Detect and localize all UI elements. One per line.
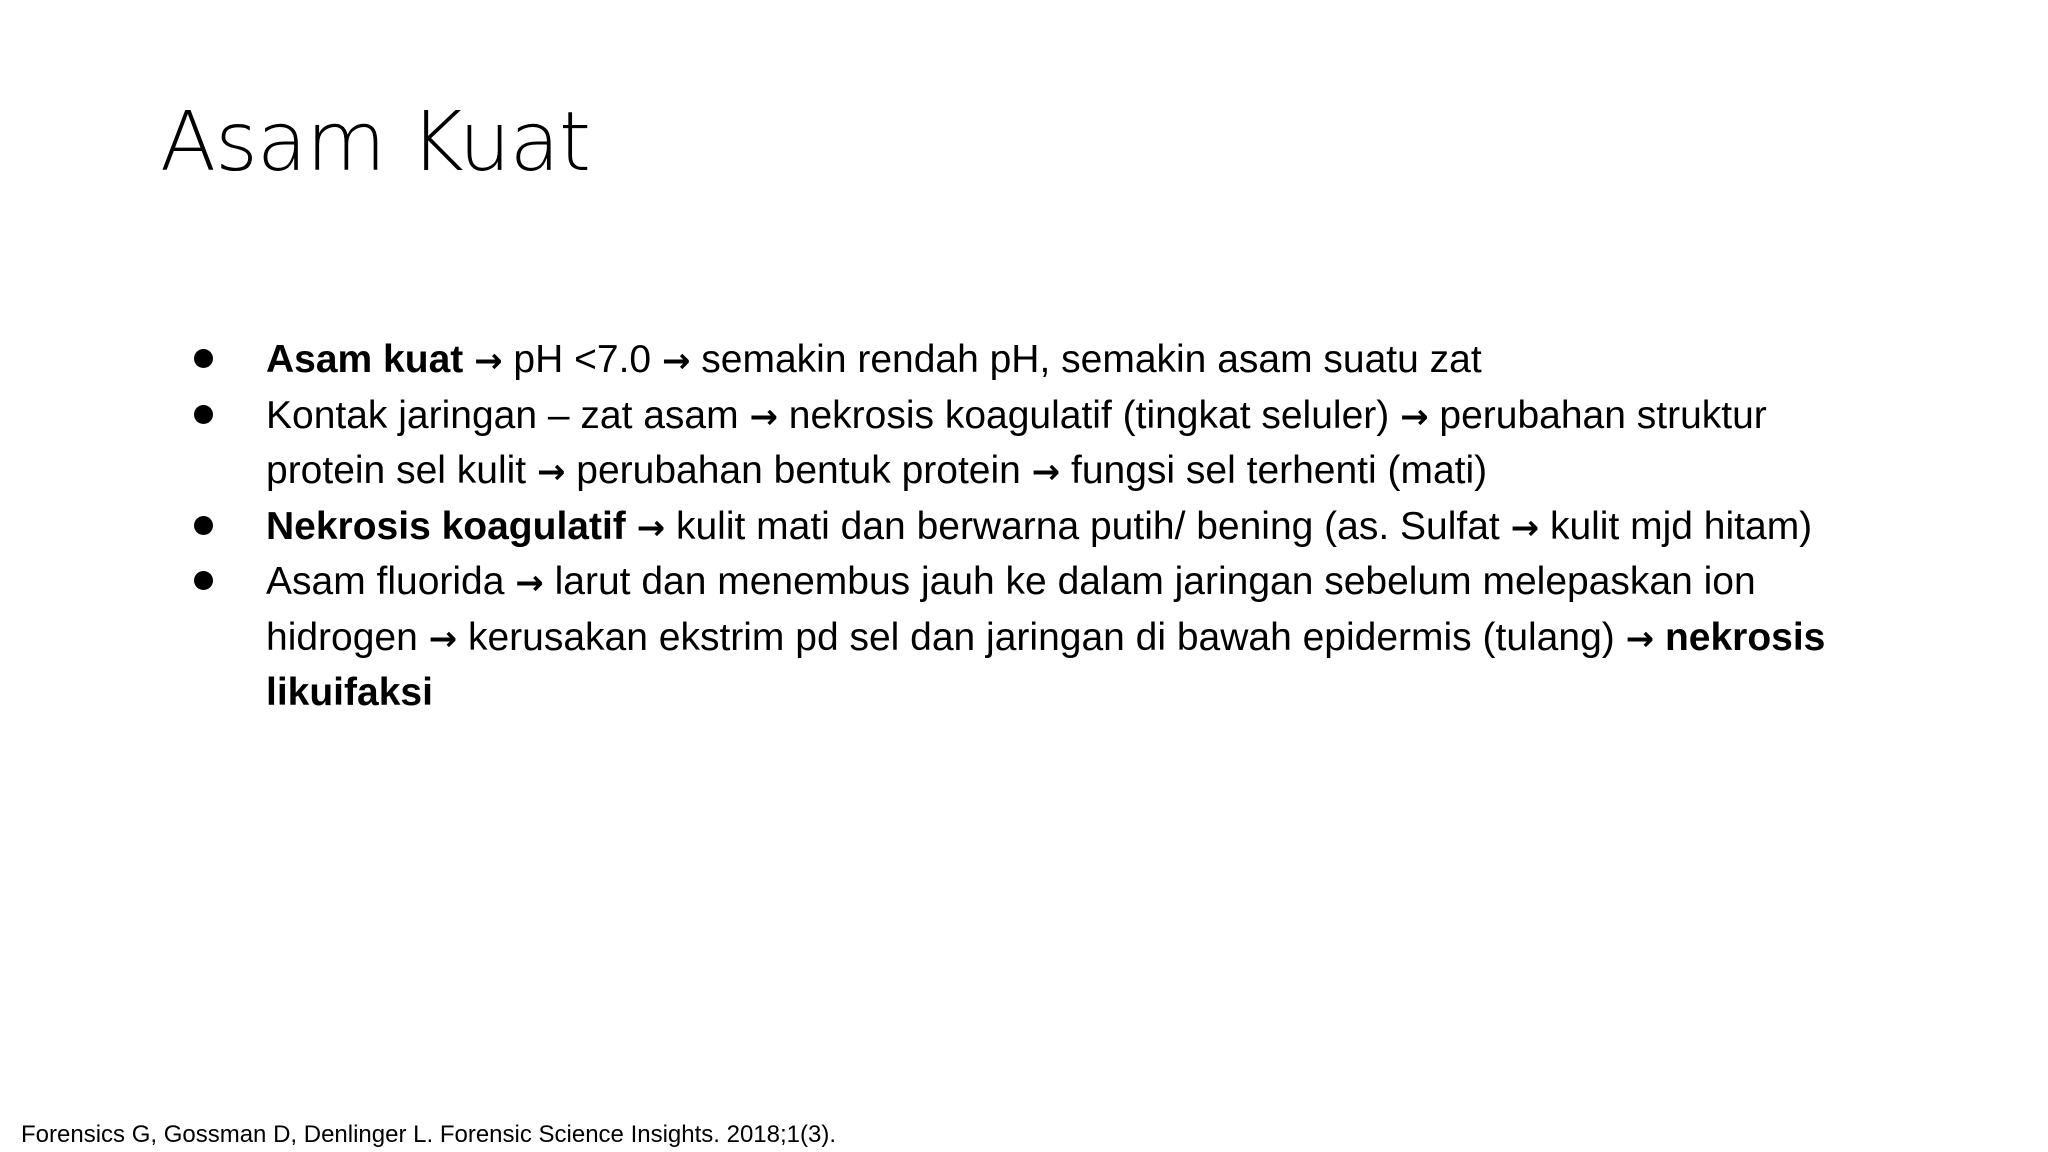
bullet-item-asam-fluorida [194,555,1894,721]
bullet-tail-bold: nekrosis likuifaksi [266,615,1826,714]
bullet-icon [194,571,213,590]
arrow-icon: → [749,396,778,437]
bullet-text: semakin rendah pH, semakin asam suatu zat [690,338,1482,381]
bullet-text: perubahan bentuk protein [565,449,1032,492]
arrow-icon: → [474,341,503,381]
bullet-text: kulit mati dan berwarna putih/ bening (as. Sulfat [665,504,1511,548]
slide-title: Asam Kuat [160,95,591,190]
bullet-text: pH <7.0 [502,338,662,381]
bullet-item-nekrosis-koagulatif [194,500,1894,556]
bullet-text: fungsi sel terhenti (mati) [1060,449,1488,492]
bullet-text: perubahan struktur protein sel kulit [266,393,1767,492]
bullet-item-kontak-jaringan [194,389,1894,500]
arrow-icon: → [661,341,691,381]
bullet-icon [194,349,213,368]
bullet-item-asam-kuat [194,333,1894,389]
bullet-text: Asam fluorida [266,560,516,603]
bullet-text: Kontak jaringan – zat asam [266,393,750,437]
bullet-icon [194,405,213,424]
arrow-icon: → [515,563,544,603]
arrow-icon: → [1510,507,1540,548]
arrow-icon: → [1400,396,1429,437]
citation: Forensics G, Gossman D, Denlinger L. Forensic Science Insights. 2018;1(3). [21,1121,837,1148]
bullet-list [194,333,1894,721]
arrow-icon: → [1625,618,1655,659]
arrow-icon: → [536,452,566,492]
arrow-icon: → [428,618,458,659]
bullet-lead-bold: Asam kuat [266,338,464,381]
bullet-text: nekrosis koagulatif (tingkat seluler) [777,393,1401,437]
bullet-text: kulit mjd hitam) [1539,504,1813,548]
bullet-icon [194,516,213,535]
arrow-icon: → [636,507,666,548]
bullet-text: kerusakan ekstrim pd sel dan jaringan di bawah epidermis (tulang) [457,615,1626,659]
bullet-text: larut dan menembus jauh ke dalam jaringan sebelum melepaskan ion hidrogen [266,560,1756,659]
arrow-icon: → [1031,452,1061,492]
bullet-lead-bold: Nekrosis koagulatif [266,504,626,548]
